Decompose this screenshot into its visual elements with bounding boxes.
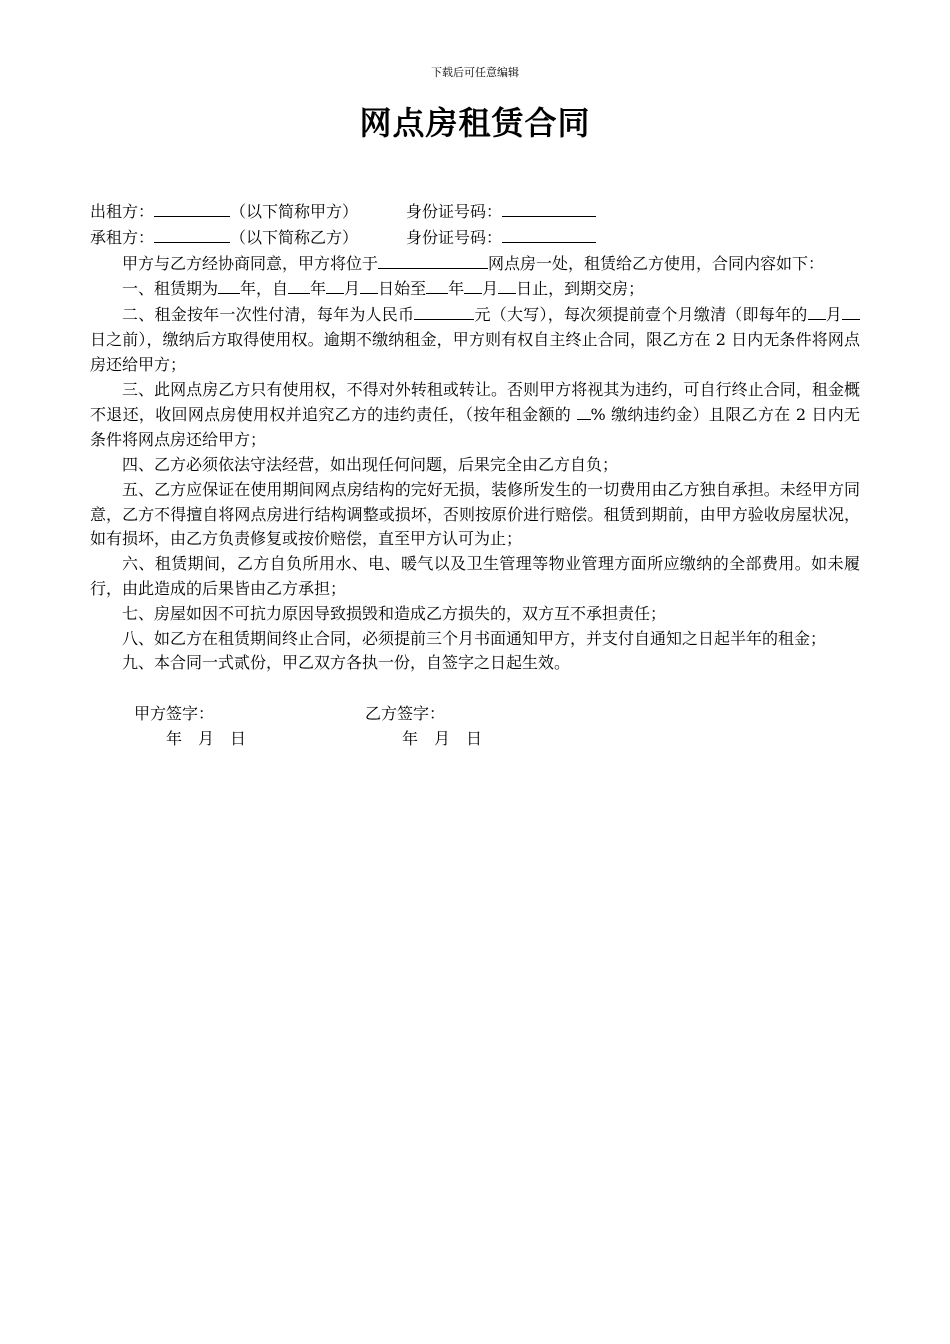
clause-9: 九、本合同一式贰份，甲乙双方各执一份，自签字之日起生效。 bbox=[122, 653, 571, 673]
lessor-abbr: （以下简称甲方） bbox=[230, 202, 359, 221]
lessee-abbr: （以下简称乙方） bbox=[230, 227, 359, 247]
lessee-id-label: 身份证号码： bbox=[406, 227, 503, 247]
lessor-name-blank bbox=[154, 199, 230, 217]
clause-8: 八、如乙方在租赁期间终止合同，必须提前三个月书面通知甲方，并支付自通知之日起半年的租金； bbox=[122, 628, 827, 648]
lessor-line bbox=[90, 199, 860, 225]
party-a-date: 年 月 日 bbox=[166, 728, 247, 748]
document-title: 网点房租赁合同 bbox=[359, 104, 591, 142]
clause-3: 三、此网点房乙方只有使用权，不得对外转租或转让。否则甲方将视其为违约，可自行终止合同，租金概不退还，收回网点房使用权并追究乙方的违约责任，（按年租金额的 % 缴纳违约金）且限乙方在 2 日内无条件将网点房还给甲方； bbox=[90, 379, 860, 450]
lessee-name-blank bbox=[154, 225, 230, 243]
clause-6: 六、租赁期间，乙方自负所用水、电、暖气以及卫生管理等物业管理方面所应缴纳的全部费用。如未履行，由此造成的后果皆由乙方承担； bbox=[90, 554, 860, 598]
party-a-signature: 甲方签字： bbox=[134, 704, 215, 724]
clause-5: 五、乙方应保证在使用期间网点房结构的完好无损，装修所发生的一切费用由乙方独自承担。未经甲方同意，乙方不得擅自将网点房进行结构调整或损坏，否则按原价进行赔偿。租赁到期前，由甲方验收房屋状况，如有损坏，由乙方负责修复或按价赔偿，直至甲方认可为止； bbox=[90, 479, 860, 549]
party-b-signature: 乙方签字： bbox=[365, 704, 446, 724]
clause-2: 二、租金按年一次性付清，每年为人民币 元（大写），每次须提前壹个月缴清（即每年的 月日之前），缴纳后方取得使用权。逾期不缴纳租金，甲方则有权自主终止合同，限乙方在 2 日内无条件将网点房还给甲方； bbox=[90, 302, 860, 377]
clause-1: 一、租赁期为 年，自 年 月 日始至 年 月 日止，到期交房； bbox=[90, 276, 860, 302]
signature-block bbox=[90, 702, 860, 752]
lessee-label: 承租方： bbox=[90, 227, 155, 247]
party-b-date: 年 月 日 bbox=[402, 728, 483, 748]
lessee-line bbox=[90, 225, 860, 251]
clause-4: 四、乙方必须依法守法经营，如出现任何问题，后果完全由乙方自负； bbox=[122, 454, 619, 474]
lessor-id-blank bbox=[502, 199, 596, 217]
location-blank bbox=[378, 251, 488, 269]
intro-paragraph: 甲方与乙方经协商同意，甲方将位于 网点房一处，租赁给乙方使用，合同内容如下： bbox=[90, 251, 860, 277]
lessee-id-blank bbox=[502, 225, 596, 243]
lessor-id-label: 身份证号码： bbox=[406, 202, 503, 221]
header-note: 下载后可任意编辑 bbox=[431, 66, 519, 79]
clause-7: 七、房屋如因不可抗力原因导致损毁和造成乙方损失的，双方互不承担责任； bbox=[122, 603, 667, 623]
lessor-label: 出租方： bbox=[90, 202, 155, 221]
contract-body bbox=[90, 199, 860, 752]
